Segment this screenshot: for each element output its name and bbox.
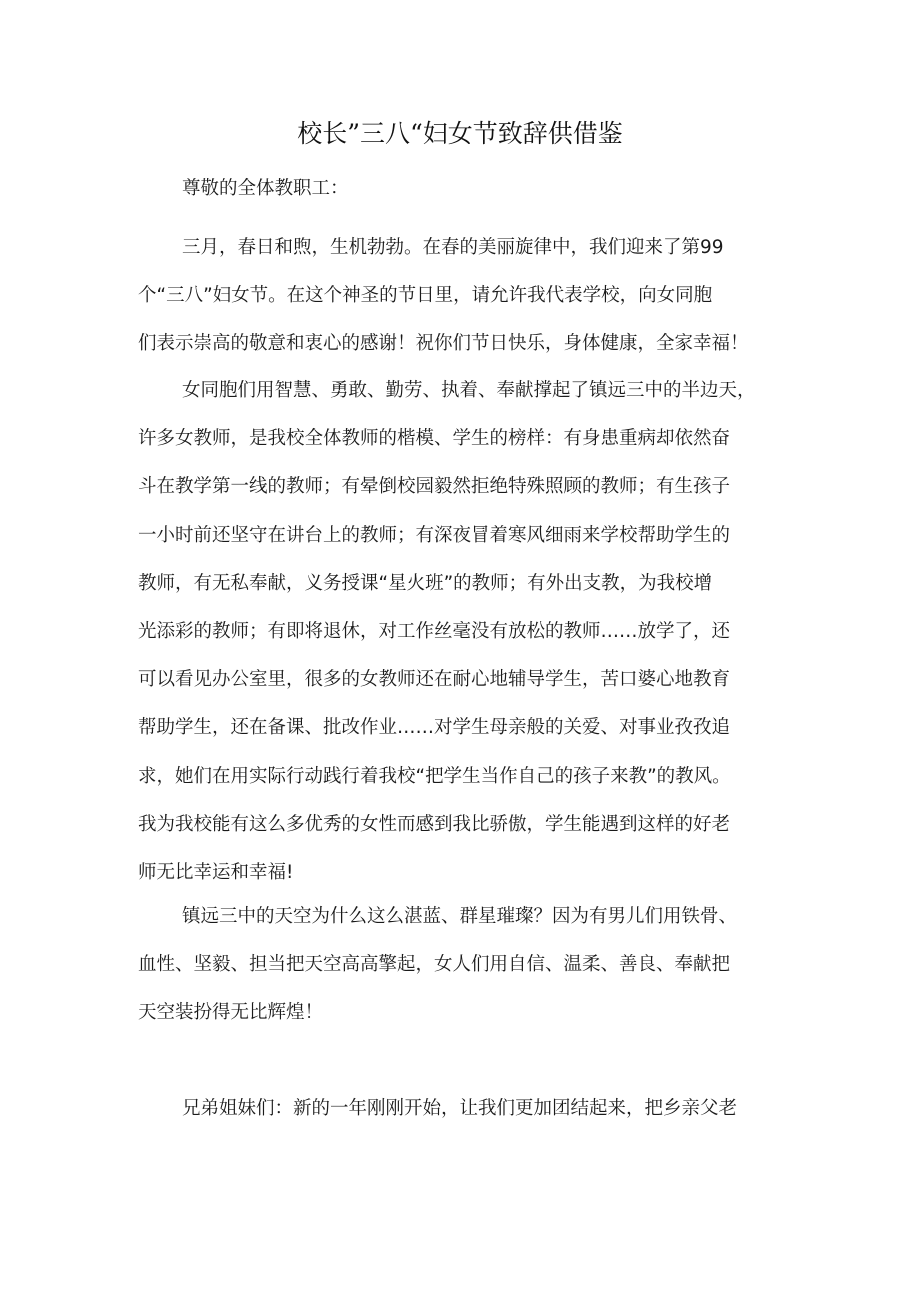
salutation: 尊敬的全体教职工： <box>182 178 349 199</box>
paragraph-sky <box>138 893 793 1038</box>
paragraph-line: 女同胞们用智慧、勇敢、勤劳、执着、奉献撑起了镇远三中的半边天， <box>182 380 756 401</box>
paragraph-line: 镇远三中的天空为什么这么湛蓝、群星璀璨？因为有男儿们用铁骨、 <box>182 906 738 927</box>
paragraph-line: 三月，春日和煦，生机勃勃。在春的美丽旋律中，我们迎来了第99 <box>182 237 724 258</box>
paragraph-line: 天空装扮得无比辉煌！ <box>138 1002 324 1024</box>
paragraph-tribute <box>138 367 793 897</box>
paragraph-line: 可以看见办公室里，很多的女教师还在耐心地辅导学生，苦口婆心地教育 <box>138 669 731 691</box>
paragraph-line: 一小时前还坚守在讲台上的教师；有深夜冒着寒风细雨来学校帮助学生的 <box>138 524 731 546</box>
paragraph-line: 们表示崇高的敬意和衷心的感谢！祝你们节日快乐，身体健康，全家幸福！ <box>138 333 749 355</box>
paragraph-line: 许多女教师，是我校全体教师的楷模、学生的榜样：有身患重病却依然奋 <box>138 428 731 450</box>
paragraph-line: 个“三八”妇女节。在这个神圣的节日里，请允许我代表学校，向女同胞 <box>138 285 713 307</box>
paragraph-greeting <box>138 224 793 369</box>
paragraph-line: 我为我校能有这么多优秀的女性而感到我比骄傲，学生能遇到这样的好老 <box>138 813 731 835</box>
paragraph-line: 求，她们在用实际行动践行着我校“把学生当作自己的孩子来教”的教风。 <box>138 765 731 787</box>
paragraph-line: 师无比幸运和幸福! <box>138 861 294 883</box>
paragraph-closing <box>138 1085 793 1133</box>
paragraph-line: 教师，有无私奉献，义务授课“星火班”的教师；有外出支教，为我校增 <box>138 572 713 594</box>
paragraph-line: 光添彩的教师；有即将退休，对工作丝毫没有放松的教师……放学了，还 <box>138 620 731 642</box>
paragraph-line: 斗在教学第一线的教师；有晕倒校园毅然拒绝特殊照顾的教师；有生孩子 <box>138 476 731 498</box>
document-title: 校长”三八“妇女节致辞供借鉴 <box>297 119 623 148</box>
paragraph-line: 血性、坚毅、担当把天空高高擎起，女人们用自信、温柔、善良、奉献把 <box>138 954 731 976</box>
paragraph-line: 兄弟姐妹们：新的一年刚刚开始，让我们更加团结起来，把乡亲父老 <box>182 1098 738 1119</box>
paragraph-line: 帮助学生，还在备课、批改作业……对学生母亲般的关爱、对事业孜孜追 <box>138 717 731 739</box>
